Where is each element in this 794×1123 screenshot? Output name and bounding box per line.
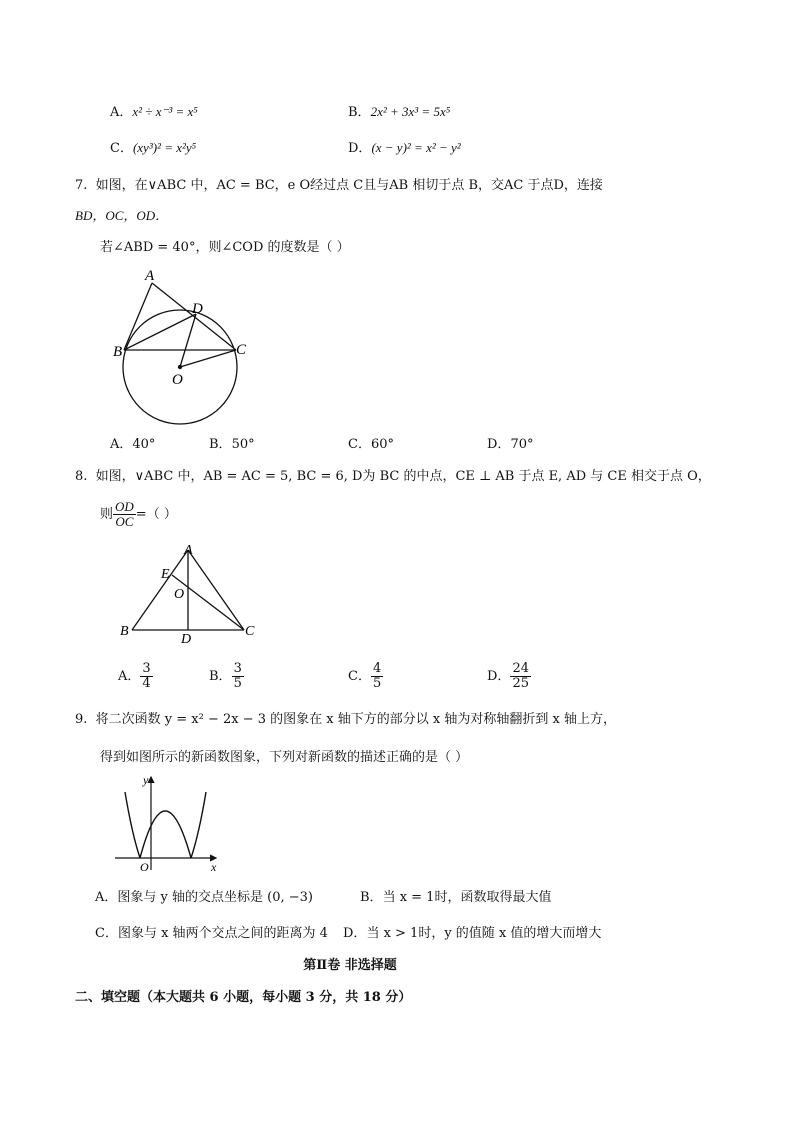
q9-option-c <box>95 924 328 944</box>
q6-option-d <box>348 138 461 159</box>
right-branch <box>191 792 206 858</box>
q6-option-a <box>110 102 198 123</box>
q7-line-1 <box>75 176 603 196</box>
segment-ce <box>172 575 244 630</box>
option-label: D． <box>343 926 367 941</box>
option-text: 当 x > 1时，y 的值随 x 值的增大而增大 <box>366 926 602 941</box>
label-o: O <box>140 860 149 874</box>
option-expression: (x − y)² = x² − y² <box>371 140 461 155</box>
center-point <box>178 365 182 369</box>
option-label: D． <box>487 669 511 684</box>
option-label: D． <box>348 141 372 156</box>
fraction-numerator: 3 <box>142 661 151 676</box>
fraction-denominator: 4 <box>142 676 151 691</box>
q8-line-1 <box>75 467 711 487</box>
label-c: C <box>245 624 255 639</box>
option-value: 40° <box>132 437 156 452</box>
fraction-denominator: OC <box>115 514 134 529</box>
option-label: A． <box>95 890 118 905</box>
label-o: O <box>172 372 183 388</box>
label-e: E <box>161 567 170 582</box>
option-label: C． <box>95 926 118 941</box>
fraction-denominator: 25 <box>512 676 529 691</box>
q8-option-b <box>209 662 244 691</box>
option-label: B． <box>360 890 383 905</box>
q7-option-a <box>110 435 155 455</box>
section-heading: 二、填空题（本大题共 6 小题，每小题 3 分，共 18 分） <box>75 990 412 1005</box>
question-text: 将二次函数 y = x² − 2x − 3 的图象在 x 轴下方的部分以 x 轴为对称轴翻折到 x 轴上方， <box>95 712 616 727</box>
q7-option-b <box>209 435 255 455</box>
q8-option-d <box>487 662 531 691</box>
segment-oc <box>180 350 236 367</box>
option-fraction <box>140 662 152 691</box>
option-label: B． <box>209 669 232 684</box>
option-value: 70° <box>510 437 534 452</box>
option-text: 图象与 y 轴的交点坐标是 (0, −3) <box>117 890 313 905</box>
fraction-numerator: 24 <box>512 661 529 676</box>
option-fraction <box>510 662 531 691</box>
option-label: B． <box>348 105 371 120</box>
segment-ac <box>188 550 244 630</box>
q8-option-a <box>118 662 153 691</box>
option-fraction <box>371 662 383 691</box>
q6-option-c <box>110 138 196 159</box>
label-a: A <box>145 268 155 284</box>
fraction-numerator: 4 <box>372 661 382 676</box>
q9-line-2 <box>100 748 468 768</box>
question-text: 若∠ABD = 40°，则∠COD 的度数是（ ） <box>100 240 350 255</box>
option-expression: x² ÷ x⁻³ = x⁵ <box>132 104 198 119</box>
question-number: 8. <box>75 469 88 484</box>
option-expression: (xy³)² = x²y⁵ <box>132 140 197 155</box>
option-label: B． <box>209 437 232 452</box>
option-expression: 2x² + 3x³ = 5x⁵ <box>370 104 451 119</box>
option-label: C． <box>348 669 371 684</box>
question-number: 7. <box>75 178 88 193</box>
option-label: C． <box>348 437 371 452</box>
q7-option-c <box>348 435 394 455</box>
fraction-denominator: 5 <box>233 676 242 691</box>
label-d: D <box>181 632 192 647</box>
option-label: A． <box>110 437 133 452</box>
q9-figure <box>110 772 225 874</box>
q9-option-b <box>360 888 551 908</box>
label-a: A <box>184 543 193 558</box>
q7-option-d <box>487 435 533 455</box>
fraction-numerator: OD <box>115 499 134 514</box>
label-d: D <box>192 301 203 317</box>
q9-option-d <box>343 924 601 944</box>
option-label: A． <box>110 105 133 120</box>
ratio-fraction <box>113 500 136 529</box>
option-value: 60° <box>370 437 394 452</box>
flipped-arch <box>140 811 191 858</box>
label-b: B <box>120 624 129 639</box>
question-text: BD，OC，OD． <box>75 208 169 223</box>
q8-line-2 <box>100 500 177 530</box>
q8-option-c <box>348 662 383 691</box>
q7-line-3 <box>100 238 350 258</box>
option-label: A． <box>118 669 141 684</box>
segment-od <box>180 314 196 367</box>
q9-option-a <box>95 888 313 908</box>
question-text: 得到如图所示的新函数图象，下列对新函数的描述正确的是（ ） <box>100 750 469 765</box>
fraction-numerator: 3 <box>233 661 242 676</box>
option-fraction <box>232 662 244 691</box>
label-c: C <box>236 342 247 358</box>
option-text: 图象与 x 轴两个交点之间的距离为 4 <box>117 926 328 941</box>
label-o: O <box>174 587 185 602</box>
label-y: y <box>143 773 149 787</box>
option-label: C． <box>110 141 133 156</box>
question-text: =（ ） <box>135 507 177 522</box>
q8-figure <box>115 540 265 645</box>
question-number: 9. <box>75 712 88 727</box>
fraction-denominator: 5 <box>372 676 382 691</box>
question-text: 如图，∨ABC 中，AB = AC = 5, BC = 6, D为 BC 的中点，CE ⊥ AB 于点 E, AD 与 CE 相交于点 O， <box>95 469 711 484</box>
q6-option-b <box>348 102 450 123</box>
question-text: 则 <box>100 507 114 522</box>
label-b: B <box>113 344 123 360</box>
question-text: 如图，在∨ABC 中，AC = BC，e O经过点 C且与AB 相切于点 B，交AC 于点D，连接 <box>95 178 603 193</box>
option-text: 当 x = 1时，函数取得最大值 <box>382 890 552 905</box>
q7-line-2 <box>75 206 168 227</box>
q9-line-1 <box>75 710 616 730</box>
option-value: 50° <box>231 437 255 452</box>
segment-ab <box>124 283 152 350</box>
q7-figure <box>110 265 250 430</box>
option-label: D． <box>487 437 511 452</box>
label-x: x <box>211 860 217 874</box>
part2-title: 第Ⅱ卷 非选择题 <box>303 958 397 973</box>
left-branch <box>125 792 140 858</box>
